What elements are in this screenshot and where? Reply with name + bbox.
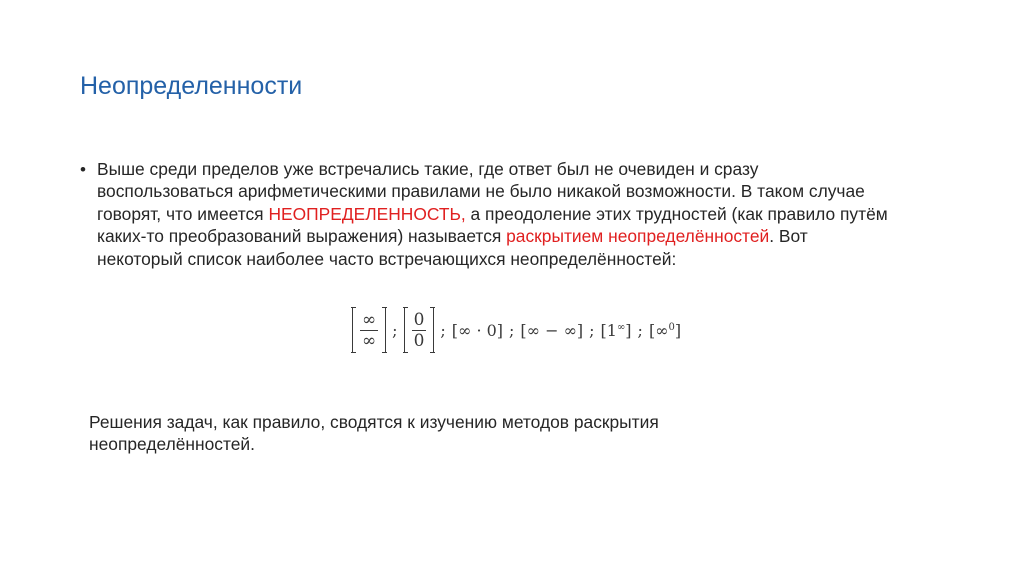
separator: ;	[589, 320, 595, 340]
bullet-text-part2: а преодоление этих трудностей (как правило путём каких-то преобразований выражения) называется	[97, 203, 888, 247]
form-zero-over-zero	[404, 308, 435, 352]
highlight-resolving: раскрытием неопределённостей	[506, 226, 770, 247]
form-one-pow-inf-close: ]	[625, 320, 632, 340]
frac1-numerator: ∞	[362, 309, 377, 330]
conclusion-text: Решения задач, как правило, сводятся к изучению методов раскрытия неопределённостей.	[89, 412, 659, 455]
separator: ;	[637, 320, 643, 340]
form-one-pow-inf	[601, 321, 632, 340]
bullet-marker: •	[80, 160, 86, 179]
separator: ;	[440, 320, 446, 340]
frac2-numerator: 0	[413, 309, 425, 330]
separator: ;	[392, 320, 398, 340]
slide-title: Неопределенности	[80, 72, 303, 100]
form-inf-pow-zero-base: [∞	[648, 320, 669, 340]
form-inf-pow-zero	[649, 321, 681, 340]
indeterminate-forms-formula	[352, 304, 681, 356]
separator: ;	[509, 320, 515, 340]
form-one-pow-inf-base: [1	[600, 320, 617, 340]
form-inf-pow-zero-exp: 0	[668, 321, 675, 333]
frac1-denominator: ∞	[362, 330, 377, 351]
form-inf-pow-zero-close: ]	[674, 320, 682, 340]
frac2-denominator: 0	[413, 330, 425, 351]
form-inf-minus-inf: [∞ − ∞]	[520, 320, 584, 340]
bullet-text	[97, 158, 897, 270]
bullet-text-part3: . Вот некоторый список наиболее часто встречающихся неопределённостей:	[97, 226, 808, 269]
highlight-uncertainty: НЕОПРЕДЕЛЕННОСТЬ,	[268, 203, 466, 224]
form-inf-times-zero: [∞ · 0]	[451, 320, 504, 340]
form-one-pow-inf-exp: ∞	[616, 321, 626, 333]
form-inf-over-inf	[352, 308, 386, 352]
bullet-text-part1: Выше среди пределов уже встречались такие, где ответ был не очевиден и сразу воспользоваться арифметическими правилами не было никакой возможности. В таком случае говорят, что имеется	[97, 159, 865, 224]
